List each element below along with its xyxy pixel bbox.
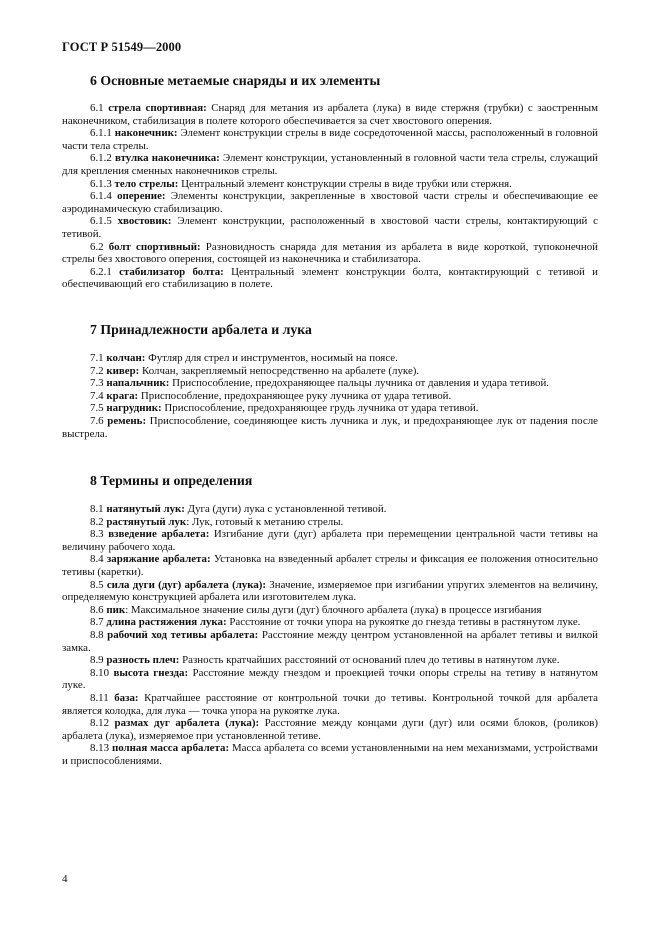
item-definition: Разность кратчайших расстояний от оснований плеч до тетивы в натянутом луке. [179, 654, 560, 667]
definition-item [62, 742, 598, 767]
item-definition: Элемент конструкции, установленный в головной части тела стрелы, служащий для крепления сменных наконечников стрелы. [62, 152, 598, 177]
definition-item [62, 215, 598, 240]
item-term: полная масса арбалета: [111, 742, 230, 755]
definition-item [62, 692, 598, 717]
definition-item [62, 127, 598, 152]
item-definition: Разновидность снаряда для метания из арбалета в виде короткой, тупоконечной стрелы без хвостового оперения, состоящей из наконечника и стабилизатора. [62, 240, 598, 266]
item-term: рабочий ход тетивы арбалета: [107, 628, 259, 641]
item-term: оперение: [117, 190, 166, 203]
item-number: 8.13 [90, 742, 110, 755]
item-definition: Установка на взведенный арбалет стрелы и фиксация ее положения относительно тетивы (каретки). [62, 553, 598, 578]
item-term: кивер: [106, 364, 140, 377]
definition-item [62, 241, 598, 266]
item-number: 7.6 [90, 414, 104, 427]
item-definition: Масса арбалета со всеми установленными на нем механизмами, устройствами и приспособлениями. [62, 742, 598, 767]
item-number: 8.1 [90, 503, 104, 515]
definition-item [62, 516, 598, 529]
item-definition: Центральный элемент конструкции стрелы в виде трубки или стержня. [178, 177, 512, 190]
item-definition: Расстояние от точки упора на рукоятке до гнезда тетивы в растянутом луке. [226, 616, 581, 629]
item-definition: Изгибание дуги (дуг) арбалета при перемещении центральной части тетивы на величину рабочего хода. [62, 528, 598, 553]
item-definition: Приспособление, соединяющее кисть лучника и лук, и предохраняющее лук от падения после выстрела. [62, 414, 598, 440]
definition-item [62, 190, 598, 215]
item-term: стабилизатор болта: [119, 265, 224, 278]
definition-item [62, 266, 598, 291]
section-7-items [62, 352, 598, 440]
item-term: размах дуг арбалета (лука): [114, 717, 260, 730]
item-term: стрела спортивная: [108, 102, 207, 114]
item-term: длина растяжения лука: [106, 616, 227, 629]
item-number: 6.2 [90, 240, 104, 253]
item-definition: Элемент конструкции, расположенный в хвостовой части стрелы, контактирующий с тетивой. [62, 215, 598, 240]
item-term: сила дуги (дуг) арбалета (лука): [106, 578, 267, 591]
item-number: 6.1 [90, 102, 104, 114]
item-term: ремень: [107, 414, 147, 427]
item-definition: Центральный элемент конструкции болта, контактирующий с тетивой и обеспечивающий его стабилизацию в полете. [62, 265, 598, 291]
item-term: тело стрелы: [114, 177, 179, 190]
item-number: 6.1.3 [90, 177, 112, 190]
item-term: разность плеч: [106, 654, 180, 667]
definition-item [62, 390, 598, 403]
definition-item [62, 717, 598, 742]
section-8-title: 8 Термины и определения [90, 473, 253, 488]
definition-item [62, 553, 598, 578]
item-term: крага: [106, 389, 139, 402]
item-number: 8.6 [90, 603, 104, 616]
definition-item [62, 616, 598, 629]
item-definition: Кратчайшее расстояние от контрольной точки до тетивы. Контрольной точкой для арбалета является колодка, для лука — точка упора на рукоятке лука. [62, 691, 598, 717]
item-term: наконечник: [114, 127, 178, 140]
item-number: 6.2.1 [90, 265, 112, 278]
item-number: 7.5 [90, 402, 104, 415]
definition-item [62, 654, 598, 667]
item-number: 8.8 [90, 628, 104, 641]
item-number: 7.3 [90, 377, 104, 390]
item-definition: : Лук, готовый к метанию стрелы. [186, 515, 344, 528]
item-term: взведение арбалета: [108, 528, 210, 541]
item-number: 8.10 [90, 666, 110, 679]
item-definition: Значение, измеряемое при изгибании упругих элементов на величину, определяемую конструкцией арбалета или изготовителем лука. [62, 578, 598, 604]
item-number: 8.11 [90, 691, 109, 704]
definition-item [62, 503, 598, 516]
item-term: высота гнезда: [113, 666, 189, 679]
item-term: втулка наконечника: [114, 152, 220, 165]
item-number: 6.1.5 [90, 215, 112, 228]
item-number: 6.1.4 [90, 190, 112, 203]
definition-item [62, 528, 598, 553]
section-6-items [62, 102, 598, 291]
definition-item [62, 604, 598, 617]
item-number: 6.1.2 [90, 152, 112, 165]
item-term: колчан: [106, 352, 146, 364]
item-definition: Расстояние между центром установленной на арбалет тетивы и вилкой замка. [62, 628, 598, 654]
section-8-items [62, 503, 598, 767]
item-definition: Расстояние между концами дуги (дуг) или осями блоков, (роликов) арбалета (лука), измеряемое при установленной тетиве. [62, 717, 598, 742]
item-definition: : Максимальное значение силы дуги (дуг) блочного арбалета (лука) в процессе изгибания [125, 603, 542, 616]
definition-item [62, 152, 598, 177]
item-term: база: [114, 691, 139, 704]
definition-item [62, 365, 598, 378]
item-number: 8.5 [90, 578, 104, 591]
item-number: 8.9 [90, 654, 104, 667]
item-definition: Элементы конструкции, закрепленные в хвостовой части стрелы и обеспечивающие ее аэродинамическую стабилизацию. [62, 190, 598, 215]
item-term: растянутый лук [106, 515, 187, 528]
document-code: ГОСТ Р 51549—2000 [62, 40, 182, 54]
definition-item [62, 667, 598, 692]
item-term: натянутый лук: [106, 503, 185, 515]
definition-item [62, 402, 598, 415]
item-term: пик [106, 603, 126, 616]
item-number: 8.12 [90, 717, 110, 730]
item-term: заряжание арбалета: [106, 553, 211, 566]
item-number: 7.2 [90, 364, 104, 377]
section-6-title: 6 Основные метаемые снаряды и их элементы [90, 73, 381, 88]
definition-item [62, 629, 598, 654]
item-term: напальчник: [106, 377, 170, 390]
item-term: нагрудник: [106, 402, 162, 415]
item-definition: Снаряд для метания из арбалета (лука) в виде стержня (трубки) с заостренным наконечником, стабилизация в полете которого обеспечивается за счет хвостового оперения. [62, 102, 598, 127]
item-definition: Приспособление, предохраняющее грудь лучника от удара тетивой. [161, 402, 479, 415]
definition-item [62, 352, 598, 365]
item-number: 7.4 [90, 389, 104, 402]
item-number: 6.1.1 [90, 127, 112, 140]
item-definition: Футляр для стрел и инструментов, носимый на поясе. [145, 352, 398, 364]
definition-item [62, 102, 598, 127]
item-definition: Приспособление, предохраняющее пальцы лучника от давления и удара тетивой. [169, 377, 550, 390]
item-number: 8.4 [90, 553, 104, 566]
item-definition: Приспособление, предохраняющее руку лучника от удара тетивой. [138, 389, 452, 402]
definition-item [62, 178, 598, 191]
item-definition: Элемент конструкции стрелы в виде сосредоточенной массы, расположенный в головной части тела стрелы. [62, 127, 598, 152]
definition-item [62, 377, 598, 390]
item-definition: Колчан, закрепляемый непосредственно на арбалете (луке). [139, 364, 420, 377]
item-definition: Дуга (дуги) лука с установленной тетивой. [184, 503, 387, 515]
item-number: 8.3 [90, 528, 104, 541]
item-term: болт спортивный: [108, 240, 201, 253]
item-number: 8.7 [90, 616, 104, 629]
definition-item [62, 415, 598, 440]
item-number: 7.1 [90, 352, 104, 364]
page-number: 4 [62, 873, 68, 885]
item-number: 8.2 [90, 515, 104, 528]
item-term: хвостовик: [117, 215, 172, 228]
item-definition: Расстояние между гнездом и проекцией точки опоры стрелы на тетиву в натянутом луке. [62, 666, 598, 692]
section-7-title: 7 Принадлежности арбалета и лука [90, 322, 312, 337]
definition-item [62, 579, 598, 604]
